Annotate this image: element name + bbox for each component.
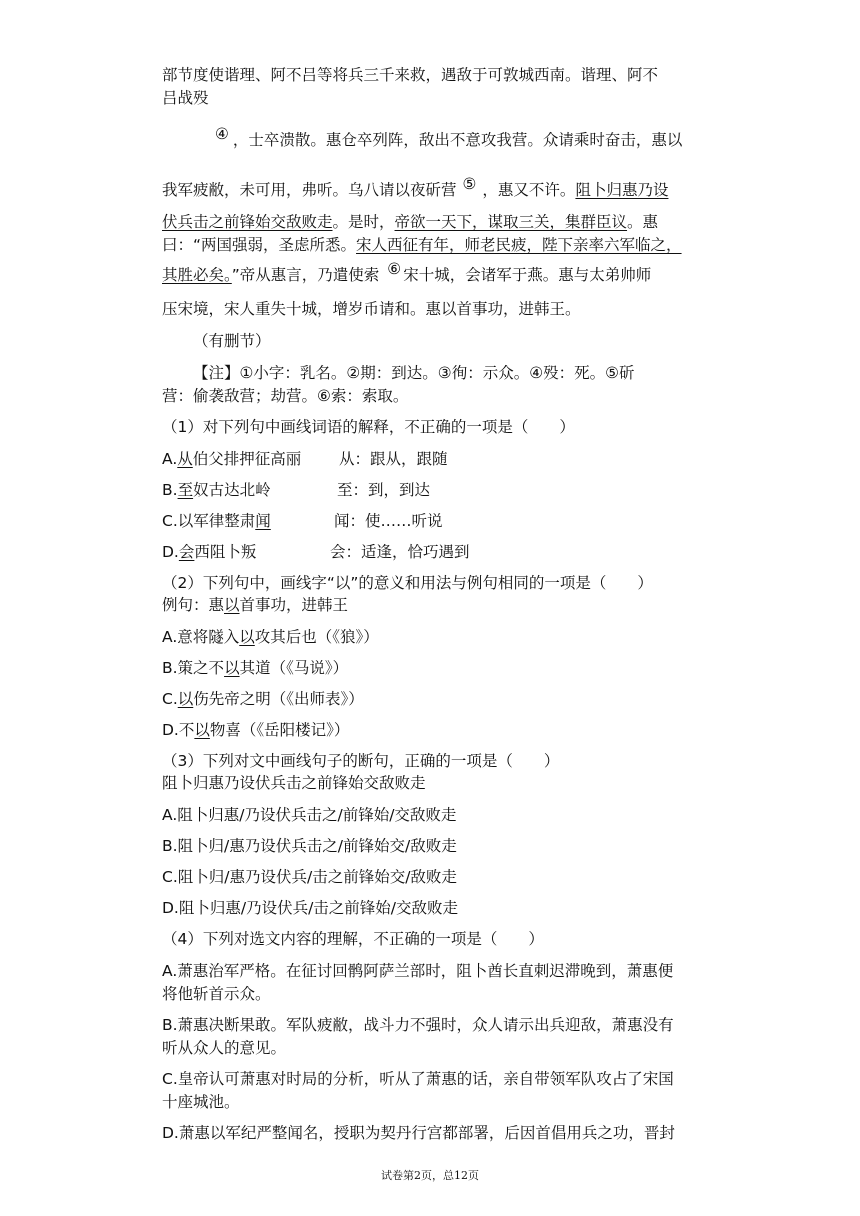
annotation-line: 营：偷袭敌营；劫营。⑥索：索取。 [162, 387, 409, 405]
passage-text: ，惠又不许。 [482, 181, 576, 199]
passage-text: 我军疲敝，未可用，弗听。乌八请以夜斫营 [162, 181, 457, 199]
option-b[interactable] [162, 479, 431, 501]
example-sentence [162, 594, 348, 616]
option-text: 伯父排押征高丽 [192, 450, 302, 468]
underlined-sentence: 宋人西征有年，师老民疲，陛下亲率六军临之， [356, 236, 682, 254]
underlined-word: 会 [178, 543, 195, 561]
option-d[interactable]: D.萧惠以军纪严整闻名，授职为契丹行宫都部署，后因首倡用兵之功，晋封 [162, 1124, 675, 1142]
underlined-sentence: 伏兵击之前锋始交敌败走 [162, 213, 333, 231]
option-text: 其道（《马说》） [239, 659, 349, 677]
option-b[interactable]: B.萧惠决断果敢。军队疲敝，战斗力不强时，众人请示出兵迎敌，萧惠没有 [162, 1016, 674, 1034]
question-stem: （2）下列句中，画线字“以”的意义和用法与例句相同的一项是（ ） [162, 574, 653, 592]
option-c[interactable] [162, 510, 443, 532]
passage-line [162, 175, 669, 201]
underlined-word: 以 [224, 596, 240, 614]
passage-line [162, 211, 658, 233]
option-d[interactable]: D.阻卜归惠/乃设伏兵/击之前锋始/交敌败走 [162, 899, 459, 917]
option-text: 西阻卜叛 [194, 543, 257, 561]
underlined-word: 以 [194, 721, 210, 739]
option-c[interactable]: C.皇帝认可萧惠对时局的分析，听从了萧惠的话，亲自带领军队攻占了宋国 [162, 1070, 674, 1088]
option-text: C.以军律整肃 [162, 512, 256, 530]
option-a-cont: 将他斩首示众。 [162, 985, 271, 1003]
option-b[interactable]: B.阻卜归/惠乃设伏兵击之/前锋始交/敌败走 [162, 837, 457, 855]
passage-line: 吕战殁 [162, 89, 209, 107]
option-a[interactable] [162, 448, 448, 470]
option-text: 伤先帝之明（《出师表》） [193, 690, 364, 708]
passage-text: 曰：“两国强弱，圣虑所悉。 [162, 236, 357, 254]
underlined-sentence: 其胜必矣。 [162, 266, 232, 284]
source-note: （有删节） [193, 332, 271, 350]
page-footer: 试卷第2页，总12页 [381, 1169, 479, 1182]
underlined-sentence: 阻卜归惠乃设 [575, 181, 669, 199]
passage-text: ”帝从惠言，乃遣使索 [231, 266, 380, 284]
option-b[interactable] [162, 657, 348, 679]
underlined-word: 从 [177, 450, 193, 468]
option-text: A.意将隧入 [162, 628, 240, 646]
passage-text: 。惠 [627, 213, 659, 231]
option-text: 物喜（《岳阳楼记》） [209, 721, 350, 739]
note-marker: ⑤ [462, 175, 477, 193]
option-text: B. [162, 481, 178, 499]
option-gloss: 会：适逢，恰巧遇到 [330, 543, 470, 561]
passage-line [215, 125, 683, 151]
option-text: D.不 [162, 721, 195, 739]
passage-line: 压宋境，宋人重失十城，增岁币请和。惠以首事功，进韩王。 [162, 300, 581, 318]
passage-text: 宋十城，会诸军于燕。惠与太弟帅师 [403, 266, 652, 284]
passage-text: ，士卒溃散。惠仓卒列阵，敌出不意攻我营。众请乘时奋击，惠以 [232, 131, 683, 149]
target-sentence: 阻卜归惠乃设伏兵击之前锋始交敌败走 [162, 774, 426, 792]
underlined-word: 以 [239, 628, 255, 646]
question-stem: （1）对下列句中画线词语的解释，不正确的一项是（ ） [162, 418, 575, 436]
note-marker: ⑥ [387, 260, 402, 278]
option-text: B.策之不 [162, 659, 225, 677]
option-d[interactable] [162, 719, 349, 741]
option-gloss: 从：跟从，跟随 [339, 450, 448, 468]
question-stem: （3）下列对文中画线句子的断句，正确的一项是（ ） [162, 752, 560, 770]
option-b-cont: 听从众人的意见。 [162, 1039, 287, 1057]
option-text: A. [162, 450, 178, 468]
option-c[interactable] [162, 688, 364, 710]
option-a[interactable] [162, 626, 379, 648]
passage-line [162, 260, 652, 286]
option-d[interactable] [162, 541, 470, 563]
option-a[interactable]: A.萧惠治军严格。在征讨回鹘阿萨兰部时，阻卜酋长直刺迟滞晚到，萧惠便 [162, 962, 674, 980]
underlined-word: 至 [177, 481, 194, 499]
option-text: 攻其后也（《狼》） [254, 628, 379, 646]
option-gloss: 闻：使……听说 [334, 512, 443, 530]
underlined-word: 闻 [255, 512, 271, 530]
option-c-cont: 十座城池。 [162, 1093, 240, 1111]
example-text: 例句：惠 [162, 596, 225, 614]
passage-line [162, 234, 682, 256]
option-c[interactable]: C.阻卜归/惠乃设伏兵/击之前锋始交/敌败走 [162, 868, 457, 886]
example-text: 首事功，进韩王 [239, 596, 349, 614]
question-stem: （4）下列对选文内容的理解，不正确的一项是（ ） [162, 930, 544, 948]
option-a[interactable]: A.阻卜归惠/乃设伏兵击之/前锋始/交敌败走 [162, 806, 457, 824]
option-text: D. [162, 543, 179, 561]
option-gloss: 至：到，到达 [337, 481, 431, 499]
note-marker: ④ [215, 125, 229, 143]
underlined-word: 以 [177, 690, 194, 708]
option-text: 奴古达北岭 [193, 481, 271, 499]
underlined-sentence: 帝欲一天下，谋取三关，集群臣议 [394, 213, 628, 231]
passage-text: 。是时， [332, 213, 395, 231]
passage-line: 部节度使谐理、阿不吕等将兵三千来救，遇敌于可敦城西南。谐理、阿不 [162, 66, 659, 84]
option-text: C. [162, 690, 178, 708]
annotation-line: 【注】①小字：乳名。②期：到达。③徇：示众。④殁：死。⑤斫 [193, 364, 635, 382]
underlined-word: 以 [224, 659, 240, 677]
